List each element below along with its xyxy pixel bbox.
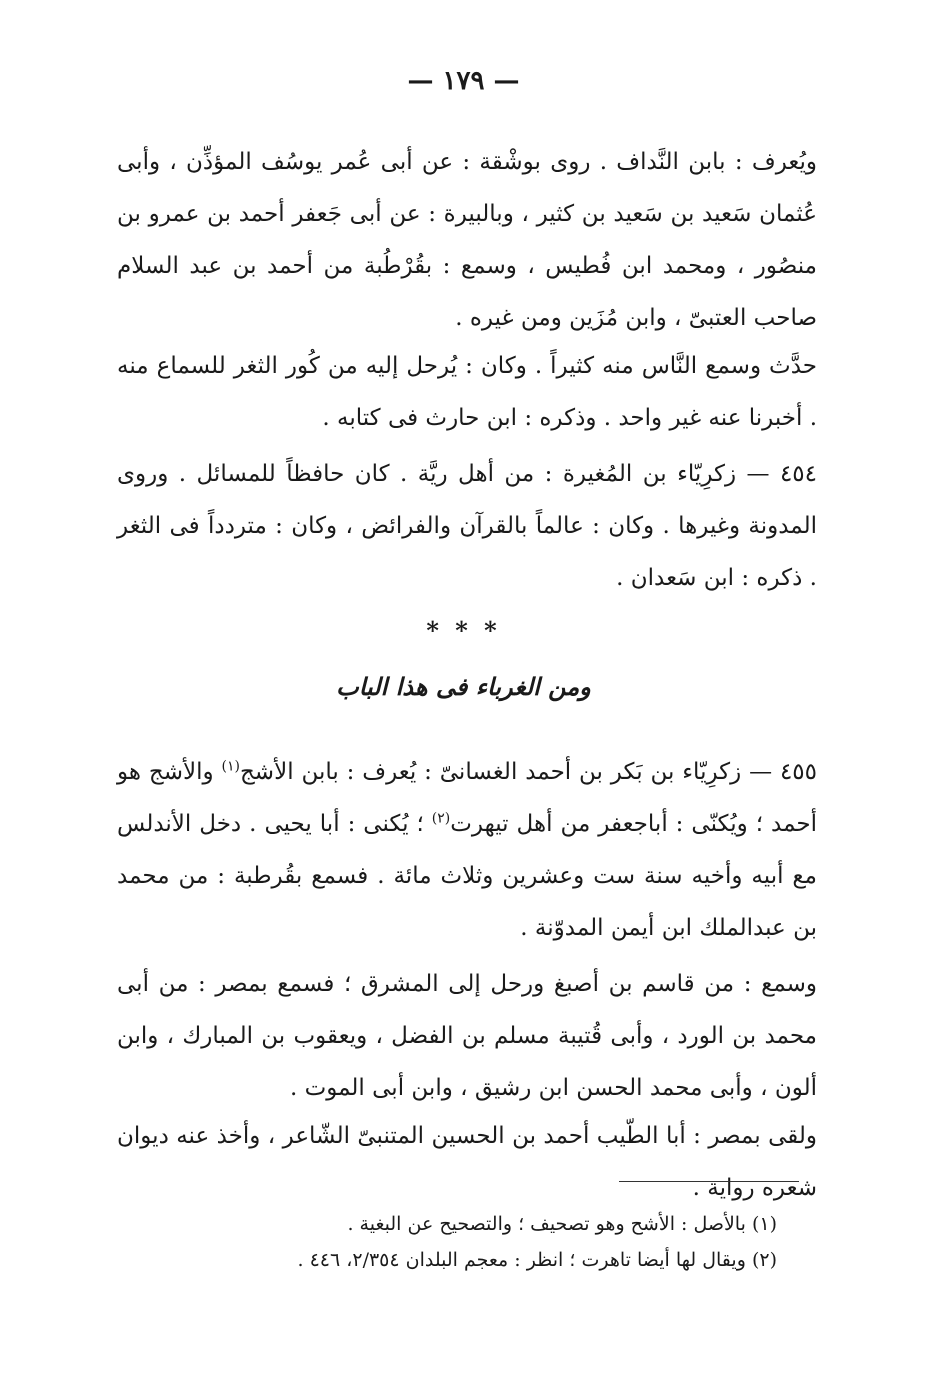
footnote-1-marker: (١)	[751, 1213, 777, 1235]
entry-455-text	[117, 746, 817, 954]
footnote-2-text: ويقال لها أيضا تاهرت ؛ انظر : معجم البلدان ٢/٣٥٤، ٤٤٦ .	[297, 1249, 746, 1271]
section-heading: ومن الغرباء فى هذا الباب	[336, 672, 591, 701]
footnote-1-text: بالأصل : الأشح وهو تصحيف ؛ والتصحيح عن البغية .	[347, 1213, 746, 1235]
entry-455-part-2: والأشج هو أحمد ؛ ويُكنّى : أباجعفر من أهل تيهرت	[117, 759, 817, 837]
paragraph-6	[117, 1110, 817, 1214]
page-number: — ١٧٩ —	[407, 66, 520, 96]
footnote-2-marker: (٢)	[751, 1249, 777, 1271]
paragraph-1-text: ويُعرف : بابن النَّداف . روى بوشْقة : عن أبى عُمر يوسُف المؤذِّن ، وأبى عُثمان سَعيد بن سَعيد بن كثير ، وبالبيرة : عن أبى جَعفر أحمد بن عمرو بن منصُور ، ومحمد ابن فُطيس ، وسمع : بقُرْطُبة من أحمد بن عبد السلام صاحب العتبىّ ، وابن مُزَين ومن غيره .	[117, 149, 817, 331]
footnote-2	[217, 1242, 777, 1278]
entry-455	[117, 746, 817, 954]
paragraph-2-text: حدَّث وسمع النَّاس منه كثيراً . وكان : يُرحل إليه من كُور الثغر للسماع منه . أخبرنا عنه غير واحد . وذكره : ابن حارث فى كتابه .	[117, 353, 817, 431]
footnotes	[217, 1206, 777, 1278]
paragraph-5-text: وسمع : من قاسم بن أصبغ ورحل إلى المشرق ؛ فسمع بمصر : من أبى محمد بن الورد ، وأبى قُتيبة مسلم بن الفضل ، ويعقوب بن المبارك ، وابن ألون ، وأبى محمد الحسن ابن رشيق ، وابن أبى الموت .	[117, 971, 817, 1101]
entry-454-text: ٤٥٤ — زكرِيّاء بن المُغيرة : من أهل ريَّة . كان حافظاً للمسائل . وروى المدونة وغيرها . وكان : عالماً بالقرآن والفرائض ، وكان : متردداً فى الثغر . ذكره : ابن سَعدان .	[117, 461, 817, 591]
footnote-1	[217, 1206, 777, 1242]
entry-454	[117, 448, 817, 604]
paragraph-1	[117, 136, 817, 344]
footnote-divider	[619, 1181, 799, 1182]
paragraph-2	[117, 340, 817, 444]
entry-455-part-3: ؛ يُكنى : أبا يحيى . دخل الأندلس مع أبيه وأخيه سنة ست وعشرين وثلاث مائة . فسمع بقُرطبة : من محمد بن عبدالملك ابن أيمن المدوّنة .	[117, 811, 817, 941]
footnote-ref-1: (١)	[221, 758, 240, 775]
section-separator: * * *	[426, 616, 501, 645]
entry-455-part-1: ٤٥٥ — زكرِيّاء بن بَكر بن أحمد الغسانىّ : يُعرف : بابن الأشج	[239, 759, 818, 785]
paragraph-5	[117, 958, 817, 1114]
footnote-ref-2: (٢)	[431, 810, 451, 827]
paragraph-6-text: ولقى بمصر : أبا الطّيب أحمد بن الحسين المتنبىّ الشّاعر ، وأخذ عنه ديوان شعره رواية .	[117, 1123, 817, 1201]
